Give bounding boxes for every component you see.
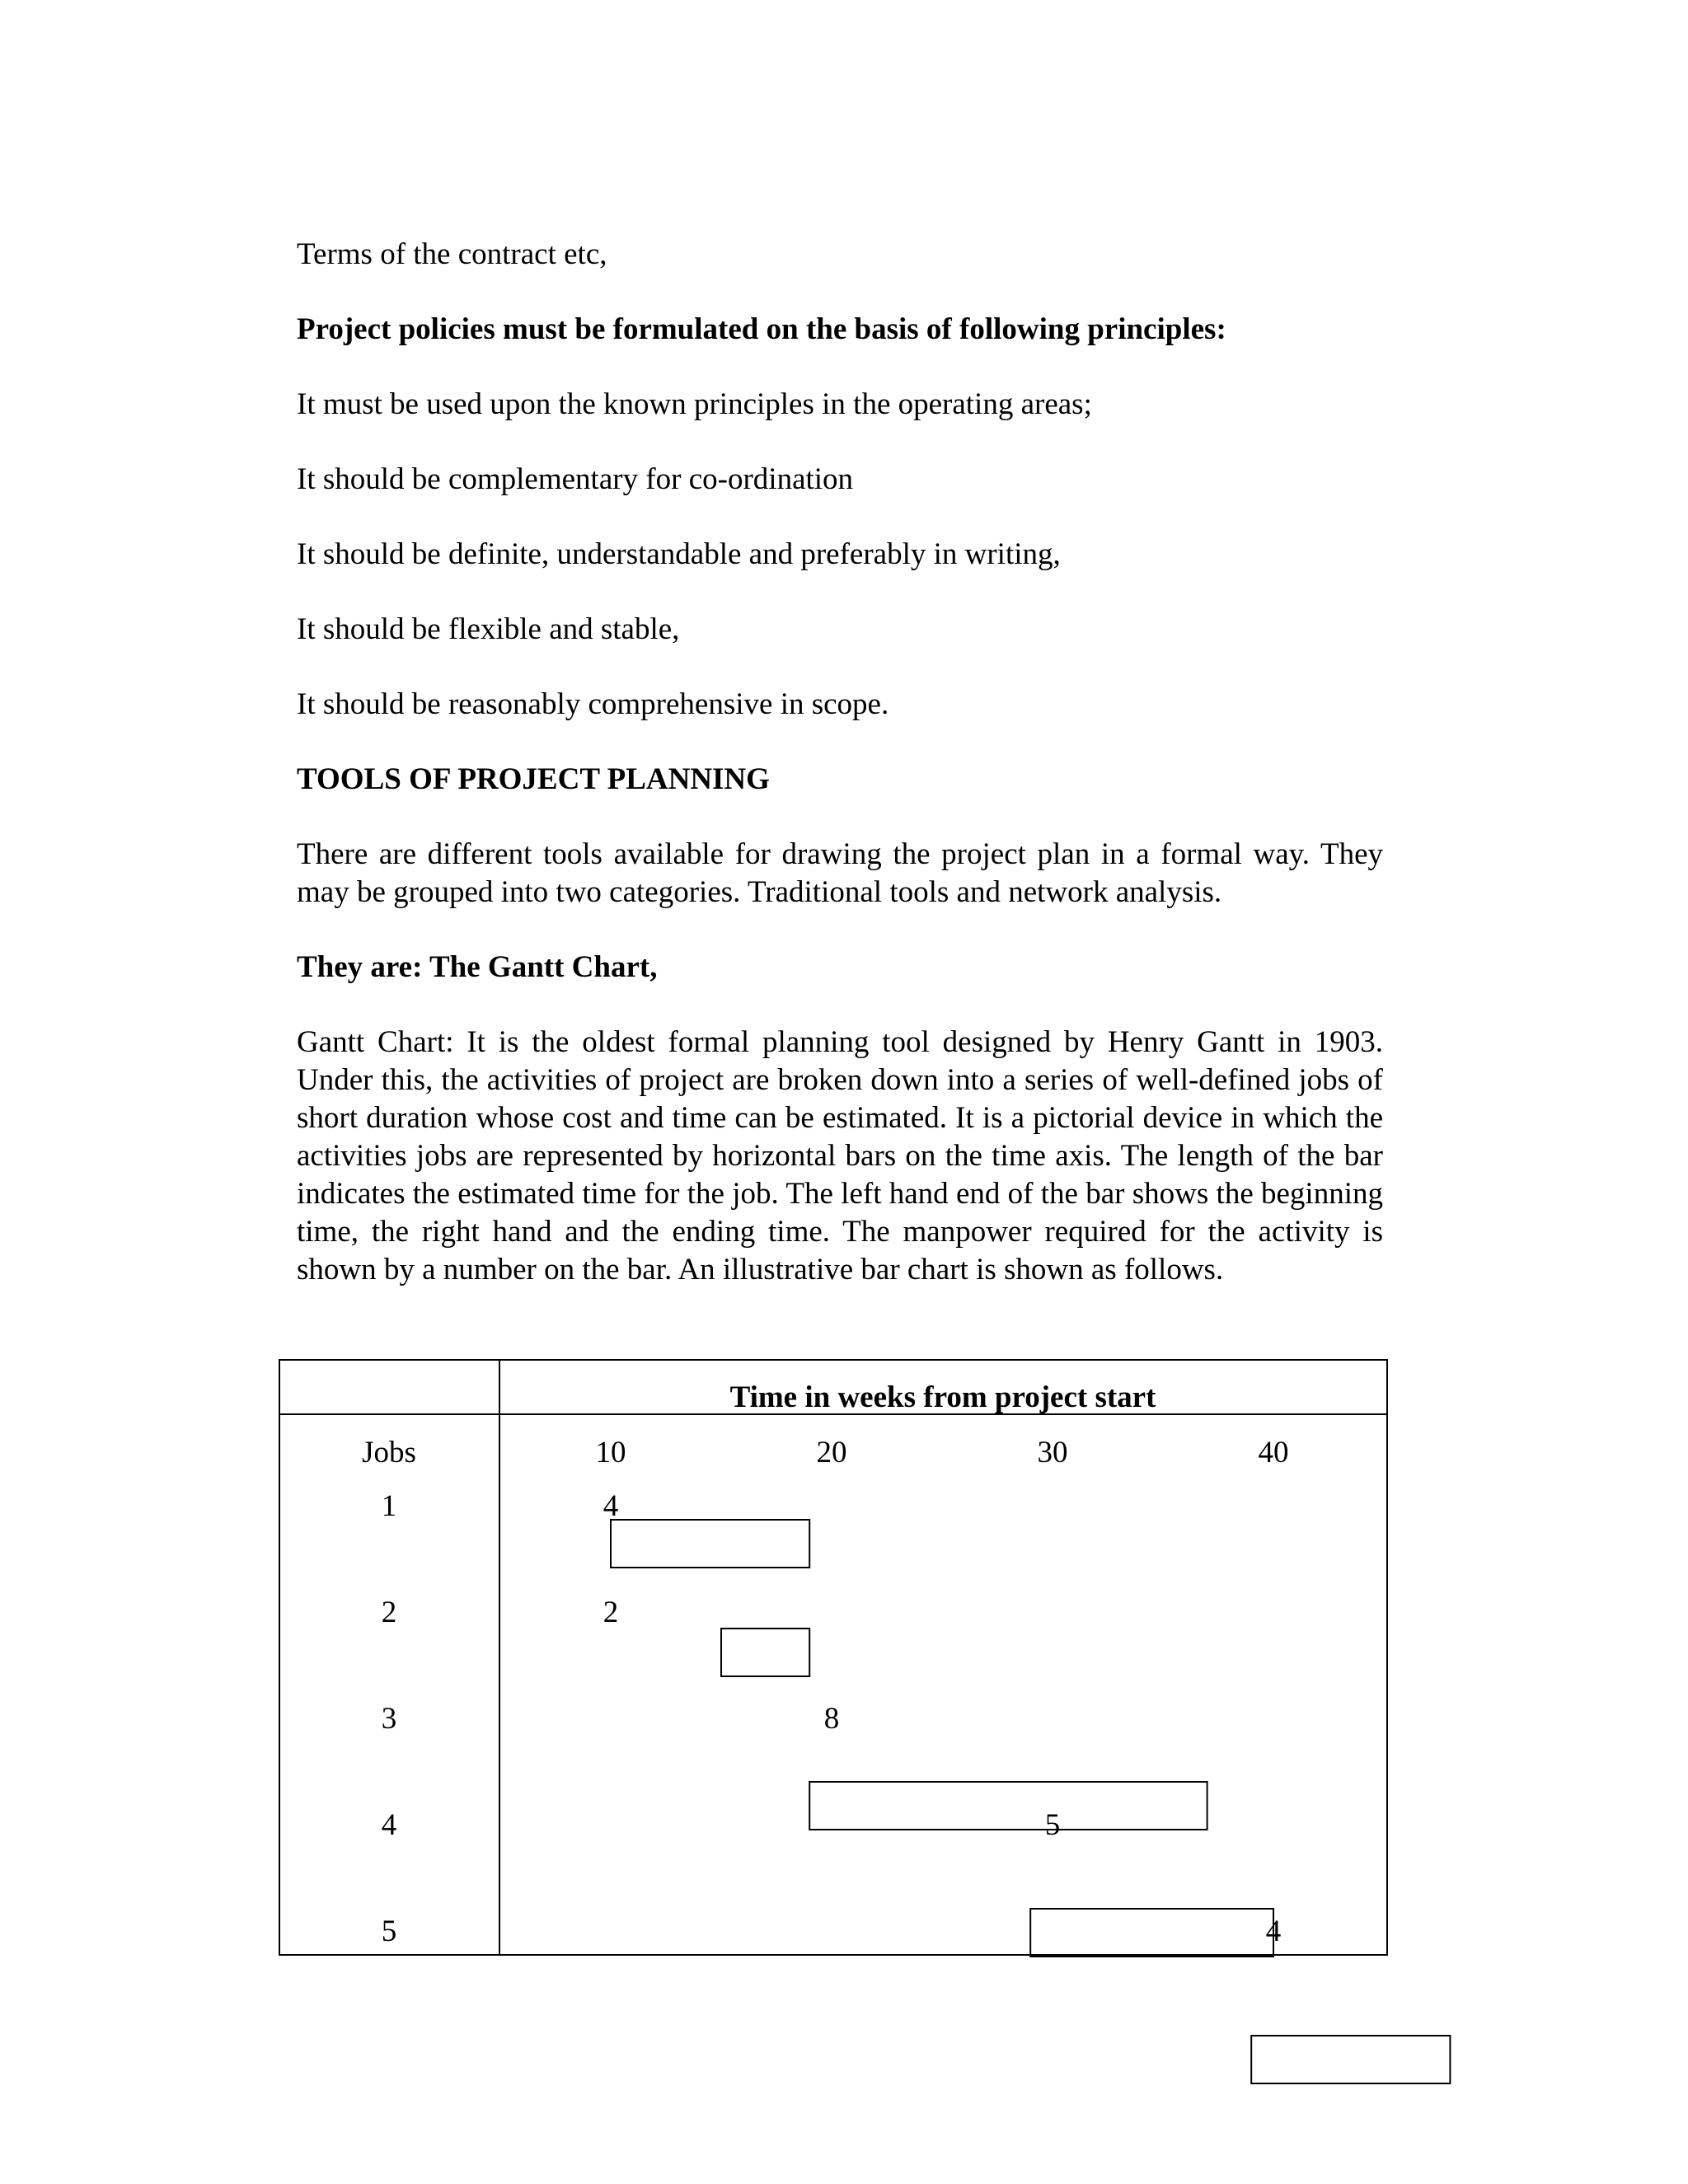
principle-1: It must be used upon the known principles in the operating areas; [297,387,1092,421]
job-label: 5 [381,1915,397,1948]
manpower-label: 2 [603,1596,619,1629]
x-tick-label: 30 [1037,1436,1068,1469]
job-5-bar [1251,2036,1450,2083]
job-3-bar [809,1782,1207,1830]
job-label: 1 [381,1489,397,1523]
manpower-label: 4 [1265,1915,1282,1948]
heading-project-policies: Project policies must be formulated on the basis of following principles: [297,312,1226,346]
job-1-bar [611,1520,809,1568]
manpower-label: 4 [603,1489,619,1523]
manpower-label: 5 [1044,1808,1061,1842]
manpower-label: 8 [823,1702,840,1736]
job-2-bar [721,1629,809,1676]
text-terms: Terms of the contract etc, [297,237,607,271]
jobs-axis-label: Jobs [362,1436,416,1469]
job-label: 3 [381,1702,397,1736]
x-tick-label: 10 [595,1436,626,1469]
x-tick-label: 40 [1258,1436,1289,1469]
principle-2: It should be complementary for co-ordination [297,462,854,496]
job-label: 2 [381,1596,397,1629]
gantt-bars [611,1520,1450,2083]
principle-5: It should be reasonably comprehensive in scope. [297,687,889,721]
heading-tools: TOOLS OF PROJECT PLANNING [297,762,770,796]
job-4-bar [1030,1909,1273,1957]
principle-4: It should be flexible and stable, [297,612,680,646]
gantt-paragraph: Gantt Chart: It is the oldest formal planning tool designed by Henry Gantt in 1903. Under this, the activities of project are broken down into a series of well-defined jobs of short duration whose cost and time can be estimated. It is a pictorial device in which the activities jobs are represented by horizontal bars on the time axis. The length of the bar indicates the estimated time for the job. The left hand end of the bar shows the beginning time, the right hand and the ending time. The manpower required for the activity is shown by a number on the bar. An illustrative bar chart is shown as follows. [297,1025,1383,1286]
tools-paragraph: There are different tools available for drawing the project plan in a formal way. They may be grouped into two categories. Traditional tools and network analysis. [297,837,1383,909]
principle-3: It should be definite, understandable and preferably in writing, [297,537,1061,571]
job-label: 4 [381,1808,397,1842]
x-tick-label: 20 [816,1436,847,1469]
chart-title: Time in weeks from project start [729,1380,1156,1414]
they-are-heading: They are: The Gantt Chart, [297,950,658,984]
